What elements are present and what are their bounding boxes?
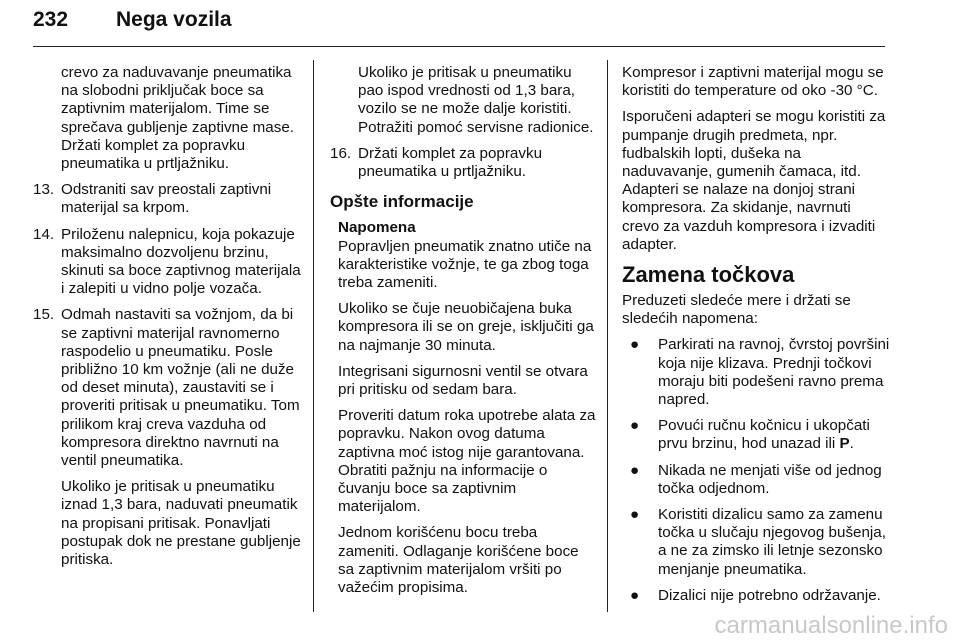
header-divider — [33, 46, 885, 47]
step-15-continuation: Ukoliko je pritisak u pneumatiku iznad 1,3 bara, naduvati pneumatik na propisani pritisak. Ponavljati postupak dok ne prestane gubljenje pritiska. — [61, 478, 301, 569]
step-15 — [33, 306, 303, 470]
subheading-general-info: Opšte informacije — [330, 192, 474, 212]
paragraph: Proveriti datum roka upotrebe alata za popravku. Nakon ovog datuma zaptivna moć istog nije garantovana. Obratiti pažnju na informacije o čuvanju boce sa zaptivnim materijalom. — [338, 407, 596, 516]
paragraph: Integrisani sigurnosni ventil se otvara pri pritisku od sedam bara. — [338, 362, 588, 399]
column-divider-1 — [313, 60, 314, 612]
step-14 — [33, 226, 303, 299]
list-item-text: Dizalici nije potrebno održavanje. — [658, 586, 881, 604]
bullet-icon: ● — [630, 506, 640, 524]
notice-text: Popravljen pneumatik znatno utiče na karakteristike vožnje, te ga zbog toga treba zameniti. — [338, 237, 592, 292]
bullet-icon: ● — [630, 586, 640, 604]
bullet-icon: ● — [630, 417, 640, 435]
step-text: Odstraniti sav preostali zaptivni materijal sa krpom. — [61, 181, 272, 217]
step-16 — [330, 145, 598, 181]
notice-title: Napomena — [338, 219, 416, 237]
paragraph: Ukoliko se čuje neuobičajena buka kompresora ili se on greje, isključiti ga na najmanje 30 minuta. — [338, 300, 594, 354]
paragraph: Isporučeni adapteri se mogu koristiti za pumpanje drugih predmeta, npr. fudbalskih lopti, dušeka na naduvavanje, gumenih čamaca, itd. Adapteri se nalaze na donjoj strani kompresora. Za skidanje, navrnuti crevo za vazduh kompresora i izvaditi adapter. — [622, 108, 886, 253]
step-text: Odmah nastaviti sa vožnjom, da bi se zaptivni materijal ravnomerno raspodelio u pneumatiku. Posle približno 10 km vožnje (ali ne duže od deset minuta), zaustaviti se i proveriti pritisak u pneumatiku. Tom prilikom kraj creva vazduha od kompresora direktno navrnuti na ventil pneumatika. — [61, 306, 300, 470]
list-item — [630, 417, 890, 453]
step-number: 14. — [33, 225, 55, 243]
step-text: Držati komplet za popravku pneumatika u prtljažniku. — [358, 144, 543, 181]
notice-box — [330, 219, 598, 597]
column-1 — [33, 64, 303, 577]
list-item-end: . — [849, 435, 854, 453]
list-item — [630, 336, 890, 409]
page-number: 232 — [33, 8, 69, 31]
step-number: 16. — [330, 144, 352, 162]
gear-symbol-p: P — [839, 435, 850, 453]
list-item-text: Parkirati na ravnoj, čvrstoj površini koja nije klizava. Prednji točkovi moraju biti podešeni ravno prema napred. — [658, 336, 890, 409]
watermark: carmanualsonline.info — [714, 612, 948, 639]
step-12-continuation: crevo za naduvavanje pneumatika na slobodni priključak boce sa zaptivnim materijalom. Time se sprečava gubljenje zaptivne mase. Držati komplet za popravku pneumatika u prtljažniku. — [61, 64, 295, 173]
list-item-text: Nikada ne menjati više od jednog točka odjednom. — [658, 461, 882, 497]
step-number: 13. — [33, 181, 55, 199]
section-intro: Preduzeti sledeće mere i držati se sledećih napomena: — [622, 292, 851, 328]
paragraph: Kompresor i zaptivni materijal mogu se koristiti do temperature od oko -30 °C. — [622, 64, 884, 100]
column-divider-2 — [607, 60, 608, 612]
section-title-wheel-change: Zamena točkova — [622, 262, 795, 288]
chapter-title: Nega vozila — [116, 8, 232, 31]
list-item — [630, 462, 890, 498]
list-item — [630, 587, 890, 605]
column-3 — [622, 64, 890, 613]
paragraph: Jednom korišćenu bocu treba zameniti. Odlaganje korišćene boce sa zaptivnim materijalom vršiti po važećim propisima. — [338, 524, 579, 597]
list-item-text: Povući ručnu kočnicu i ukopčati prvu brzinu, hod unazad ili — [658, 417, 870, 453]
list-item-text: Koristiti dizalicu samo za zamenu točka u slučaju njegovog bušenja, a ne za zimsko ili letnje sezonsko menjanje pneumatika. — [658, 506, 886, 578]
list-item — [630, 506, 890, 579]
step-text: Priloženu nalepnicu, koja pokazuje maksimalno dozvoljenu brzinu, skinuti sa boce zaptivnog materijala i zalepiti u vidno polje vozača. — [61, 225, 301, 298]
step-13 — [33, 181, 303, 217]
page-header — [33, 8, 885, 46]
bullet-icon: ● — [630, 461, 640, 479]
step-number: 15. — [33, 306, 55, 324]
column-2 — [330, 64, 598, 605]
step-15-continuation-2: Ukoliko je pritisak u pneumatiku pao ispod vrednosti od 1,3 bara, vozilo se ne može dalje koristiti. Potražiti pomoć servisne radionice. — [358, 64, 594, 136]
bullet-icon: ● — [630, 336, 640, 354]
